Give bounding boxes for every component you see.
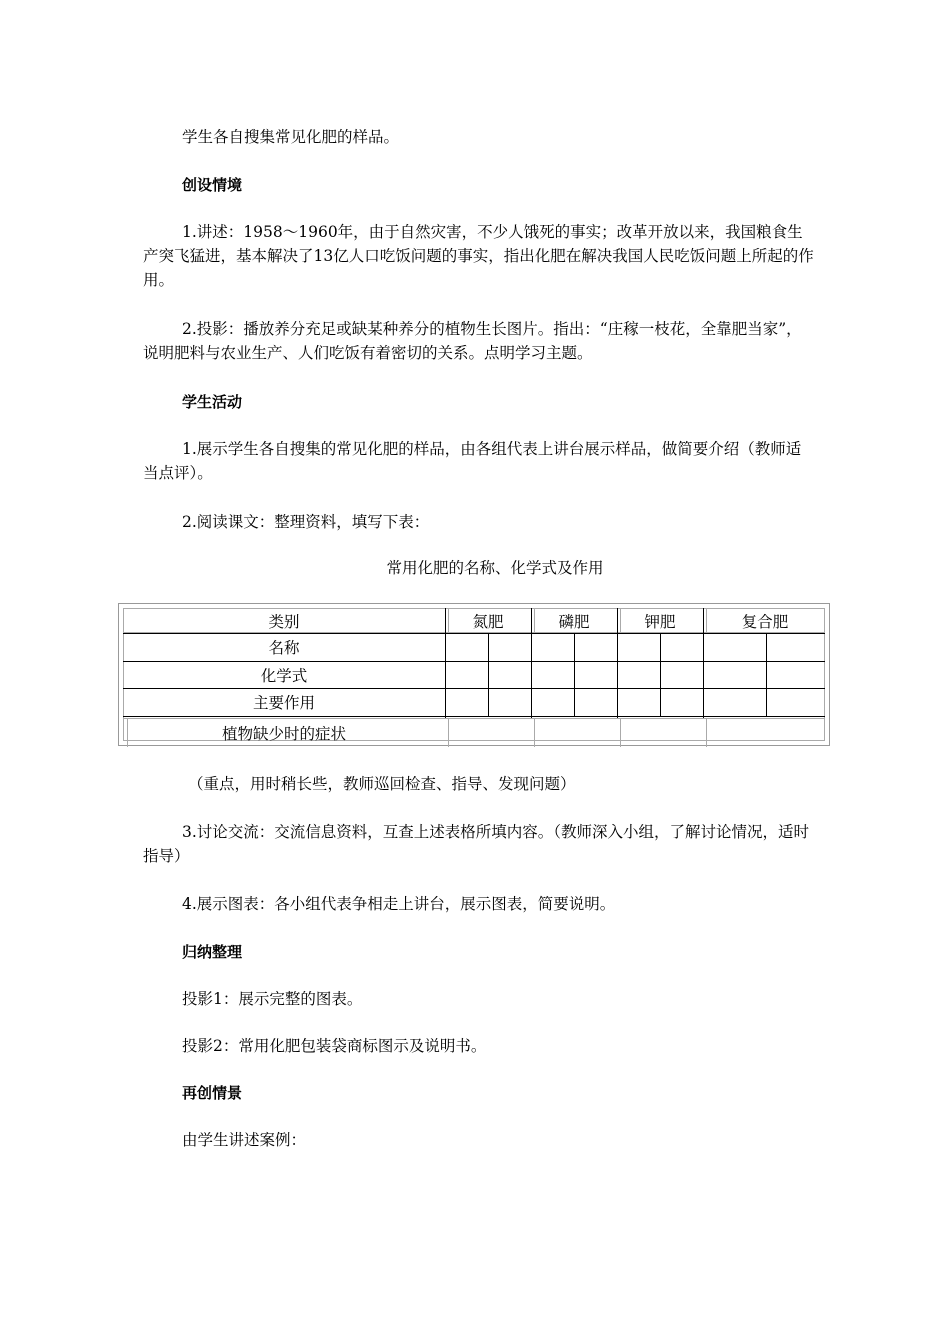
header-potassium: 钾肥 — [644, 612, 676, 631]
header-phosphorus: 磷肥 — [558, 612, 590, 631]
paragraph-key-point: （重点，用时稍长些，教师巡回检查、指导、发现问题） — [188, 775, 576, 793]
heading-recreate-situation: 再创情景 — [182, 1084, 243, 1102]
paragraph-show-samples: 1.展示学生各自搜集的常见化肥的样品，由各组代表上讲台展示样品，做简要介绍（教师适当点评）。 — [143, 440, 802, 482]
header-nitrogen: 氮肥 — [472, 612, 504, 631]
row-label-formula: 化学式 — [260, 666, 308, 685]
header-compound: 复合肥 — [741, 612, 789, 631]
paragraph-discussion: 3.讨论交流：交流信息资料，互查上述表格所填内容。（教师深入小组，了解讨论情况，适时指导） — [143, 823, 810, 865]
fertilizer-table — [118, 603, 830, 746]
paragraph-cases: 由学生讲述案例： — [182, 1131, 307, 1149]
intro-paragraph: 学生各自搜集常见化肥的样品。 — [182, 128, 400, 146]
paragraph-projection-2: 投影2：常用化肥包装袋商标图示及说明书。 — [182, 1037, 487, 1055]
paragraph-projection: 2.投影：播放养分充足或缺某种养分的植物生长图片。指出：“庄稼一枝花，全靠肥当家”，说明肥料与农业生产、人们吃饭有着密切的关系。点明学习主题。 — [143, 320, 802, 362]
heading-create-situation: 创设情境 — [182, 176, 243, 194]
row-label-symptoms: 植物缺少时的症状 — [221, 724, 346, 743]
paragraph-read-text: 2.阅读课文：整理资料，填写下表： — [182, 513, 430, 531]
row-label-name: 名称 — [268, 639, 300, 657]
paragraph-show-charts: 4.展示图表：各小组代表争相走上讲台，展示图表，简要说明。 — [182, 895, 616, 913]
paragraph-narration: 1.讲述：1958～1960年，由于自然灾害，不少人饿死的事实；改革开放以来，我国粮食生产突飞猛进，基本解决了13亿人口吃饭问题的事实，指出化肥在解决我国人民吃饭问题上所起的作用。 — [143, 223, 814, 289]
heading-summary: 归纳整理 — [182, 943, 243, 961]
header-category: 类别 — [268, 612, 300, 631]
heading-student-activity: 学生活动 — [182, 393, 243, 411]
row-label-function: 主要作用 — [252, 694, 315, 712]
paragraph-projection-1: 投影1：展示完整的图表。 — [182, 990, 363, 1008]
table-caption: 常用化肥的名称、化学式及作用 — [386, 559, 604, 577]
